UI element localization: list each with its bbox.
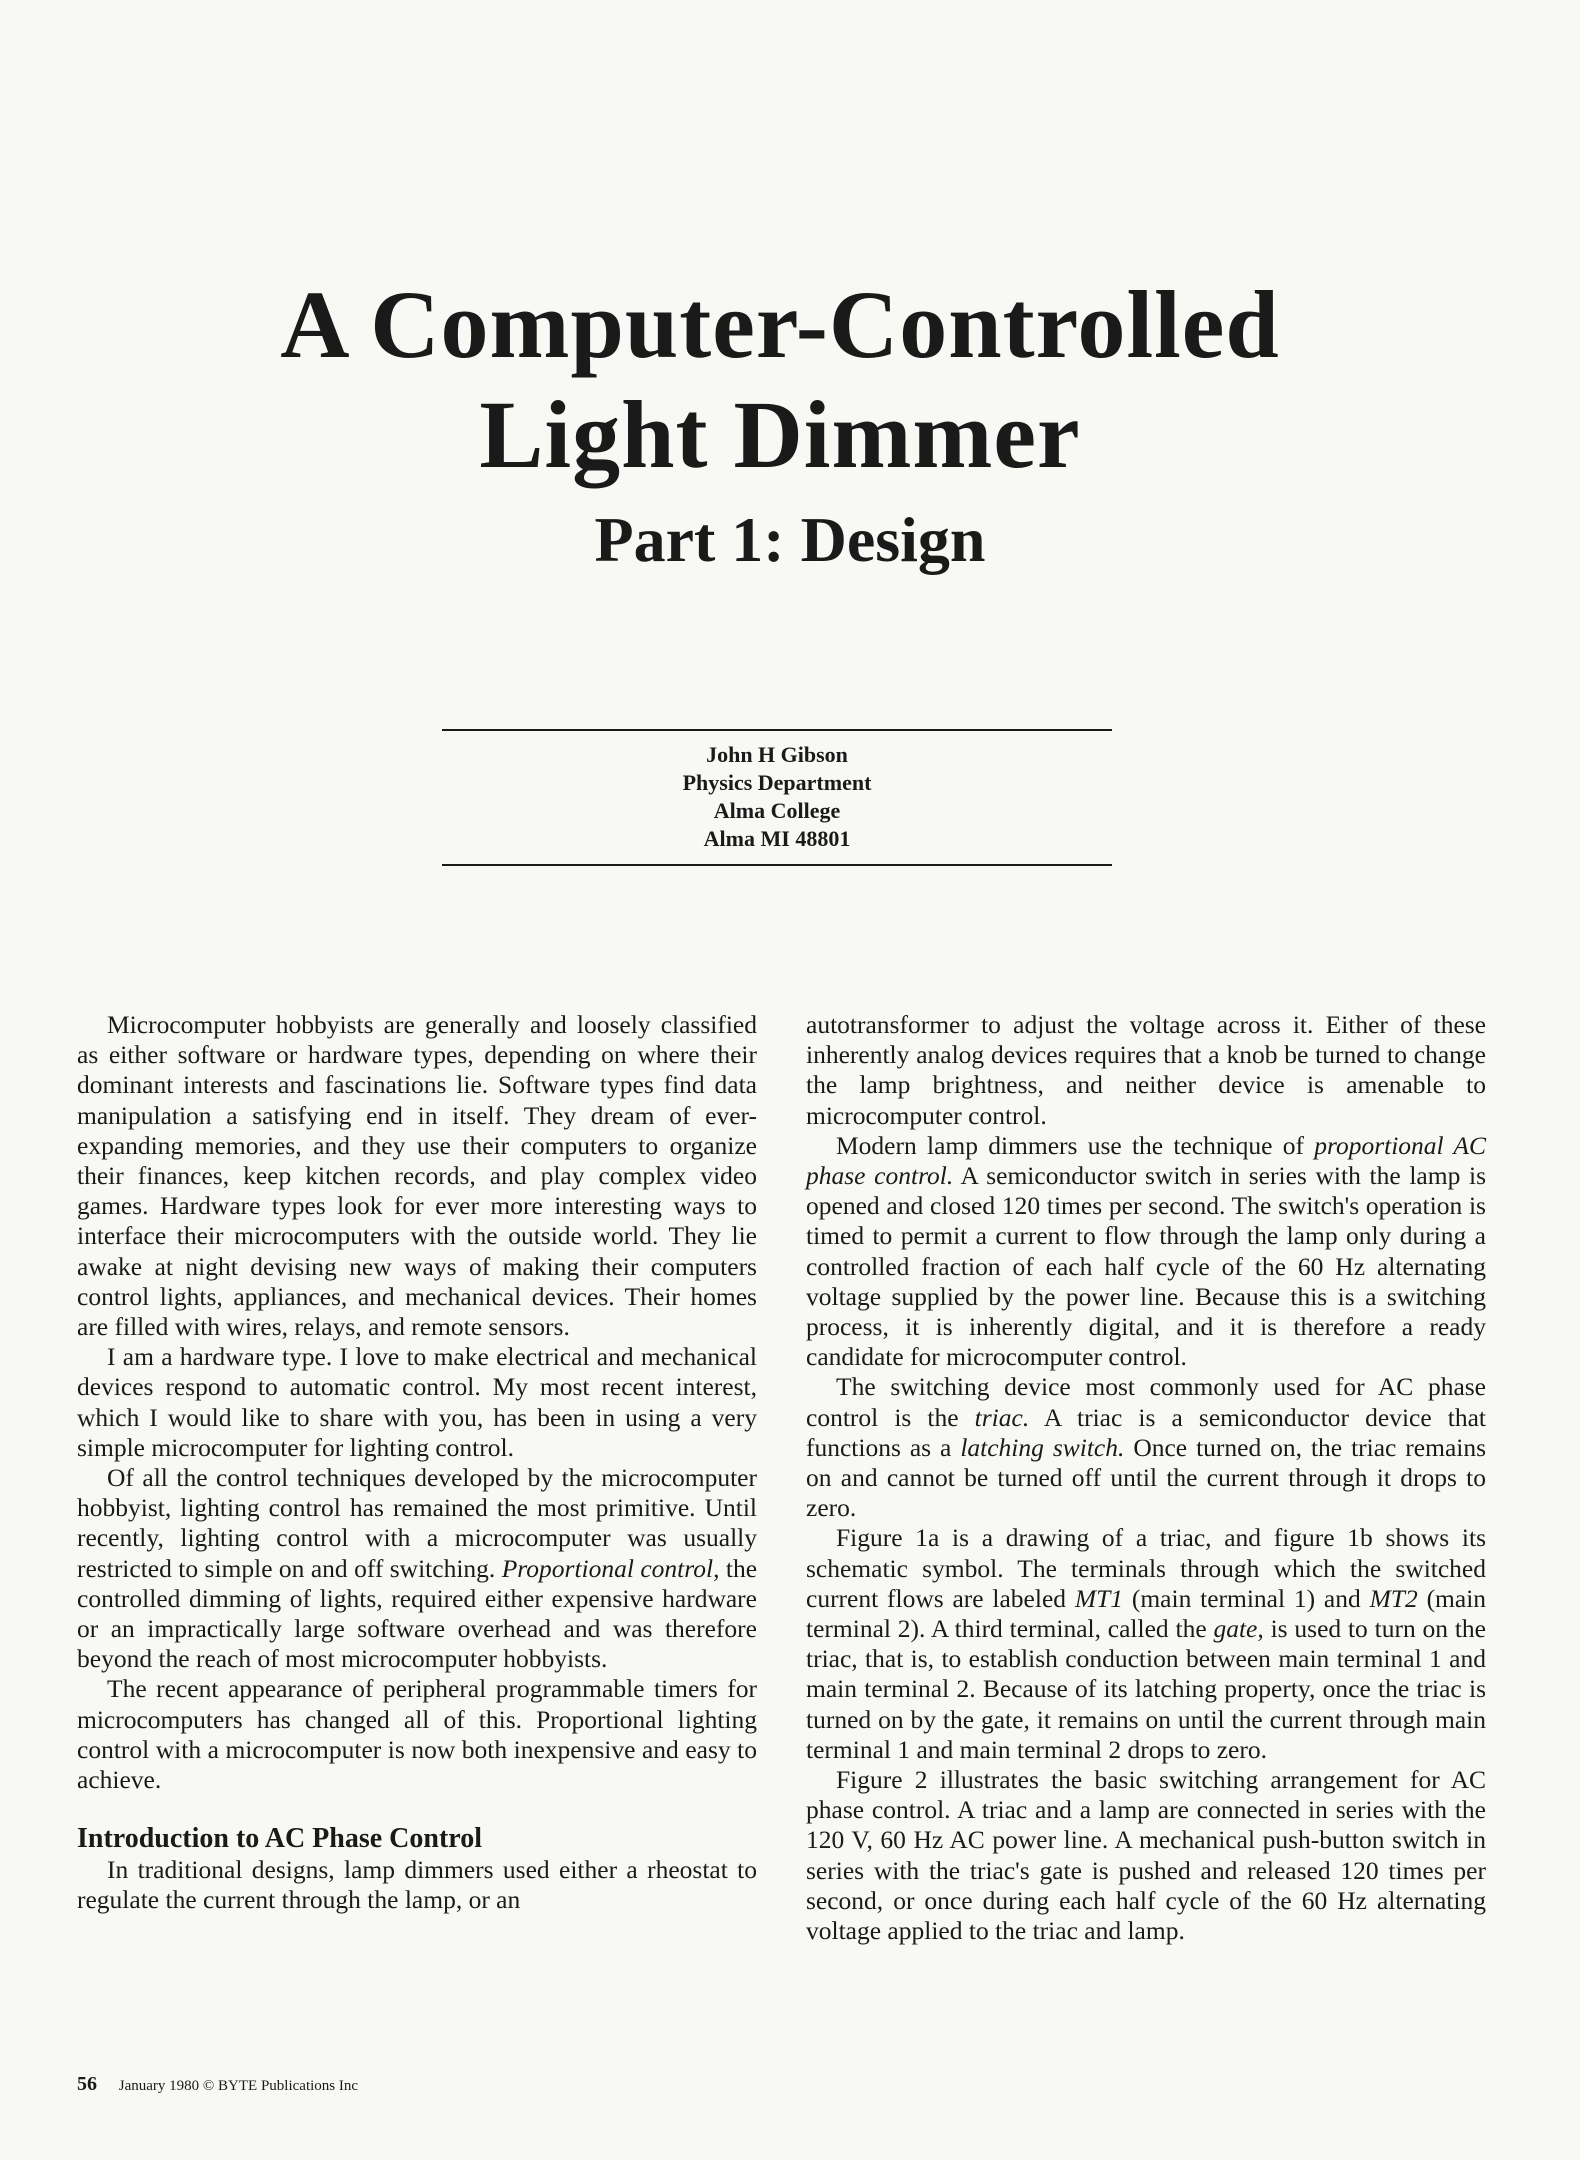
emphasis: MT1 bbox=[1074, 1583, 1124, 1613]
emphasis: Proportional control, bbox=[501, 1553, 720, 1583]
emphasis: proportional AC phase control. bbox=[806, 1130, 1486, 1191]
text-run: Modern lamp dimmers use the technique of bbox=[836, 1130, 1304, 1160]
paragraph: autotransformer to adjust the voltage across it. Either of these inherently analog devices requires that a knob be turned to change the lamp brightness, and neither device is amenable to microcomputer control. bbox=[806, 1010, 1486, 1130]
text-run: Of all the control techniques developed by the microcomputer hobbyist, lighting control has remained the most primitive. Until recently, lighting control with a microcomputer was usually restricted to simple on and off switching. bbox=[77, 1463, 757, 1583]
text-run: A semiconductor switch in series with the lamp is opened and closed 120 times per second. The switch's operation is timed to permit a current to flow through the lamp only during a controlled fraction of each half cycle of the 60 Hz alternating voltage supplied by the power line. Because this is a switching process, it is inherently digital, and it is therefore a ready candidate for microcomputer control. bbox=[806, 1161, 1486, 1372]
text-run: (main terminal 1) and bbox=[1131, 1583, 1361, 1613]
section-heading: Introduction to AC Phase Control bbox=[77, 1823, 483, 1855]
left-column bbox=[77, 1010, 757, 1916]
author-address: Alma MI 48801 bbox=[703, 826, 851, 851]
paragraph bbox=[806, 1372, 1486, 1523]
paragraph: The recent appearance of peripheral programmable timers for microcomputers has changed all of this. Proportional lighting control with a microcomputer is now both inexpensive and easy to achieve. bbox=[77, 1674, 757, 1795]
text-run: (main terminal 2). A third terminal, called the bbox=[806, 1583, 1487, 1644]
page-footer bbox=[77, 2073, 358, 2096]
text-run: is used to turn on the triac, that is, to establish conduction between main terminal 1 and main terminal 2. Because of its latching property, once the triac is turned on by the gate, it remains on until the current through main terminal 1 and main terminal 2 drops to zero. bbox=[806, 1614, 1486, 1764]
article-title bbox=[0, 270, 1570, 490]
author-name: John H Gibson bbox=[706, 742, 848, 767]
publication-credit: January 1980 © BYTE Publications Inc bbox=[118, 2078, 359, 2094]
author-institution: Alma College bbox=[713, 798, 841, 823]
emphasis: MT2 bbox=[1369, 1583, 1418, 1613]
text-run: the controlled dimming of lights, required either expensive hardware or an impractically large software overhead and was therefore beyond the reach of most microcomputer hobbyists. bbox=[77, 1553, 758, 1674]
article-subtitle: Part 1: Design bbox=[594, 504, 986, 575]
paragraph: In traditional designs, lamp dimmers used either a rheostat to regulate the current through the lamp, or an bbox=[77, 1855, 757, 1915]
text-run: Figure 1a is a drawing of a triac, and figure 1b shows its schematic symbol. The terminals through which the switched current flows are labeled bbox=[806, 1523, 1486, 1613]
emphasis: latching switch. bbox=[960, 1432, 1125, 1462]
emphasis: gate, bbox=[1213, 1614, 1264, 1644]
paragraph: I am a hardware type. I love to make electrical and mechanical devices respond to automatic control. My most recent interest, which I would like to share with you, has been in using a very simple microcomputer for lighting control. bbox=[77, 1342, 757, 1462]
page-number: 56 bbox=[77, 2073, 97, 2095]
title-block bbox=[0, 270, 1580, 580]
title-line-2: Light Dimmer bbox=[479, 381, 1081, 488]
emphasis: triac. bbox=[974, 1402, 1030, 1432]
paragraph bbox=[806, 1523, 1486, 1765]
text-run: The switching device most commonly used for AC phase control is the bbox=[806, 1372, 1486, 1432]
author-byline bbox=[442, 729, 1112, 866]
paragraph: Microcomputer hobbyists are generally and loosely classified as either software or hardware types, depending on where their dominant interests and fascinations lie. Software types find data manipulation a satisfying end in itself. They dream of ever-expanding memories, and they use their computers to organize their finances, keep kitchen records, and play complex video games. Hardware types look for ever more interesting ways to interface their microcomputers with the outside world. They lie awake at night devising new ways of making their computers control lights, appliances, and mechanical devices. Their homes are filled with wires, relays, and remote sensors. bbox=[77, 1010, 757, 1342]
title-line-1: A Computer-Controlled bbox=[280, 271, 1280, 378]
author-department: Physics Department bbox=[682, 770, 872, 795]
text-run: A triac is a semiconductor device that functions as a bbox=[806, 1402, 1486, 1462]
right-column bbox=[806, 1010, 1486, 1946]
paragraph bbox=[77, 1463, 757, 1674]
text-run: Once turned on, the triac remains on and cannot be turned off until the current through it drops to zero. bbox=[806, 1432, 1487, 1523]
paragraph: Figure 2 illustrates the basic switching arrangement for AC phase control. A triac and a lamp are connected in series with the 120 V, 60 Hz AC power line. A mechanical push-button switch in series with the triac's gate is pushed and released 120 times per second, or once during each half cycle of the 60 Hz alternating voltage applied to the triac and lamp. bbox=[806, 1765, 1486, 1946]
paragraph bbox=[806, 1131, 1486, 1373]
